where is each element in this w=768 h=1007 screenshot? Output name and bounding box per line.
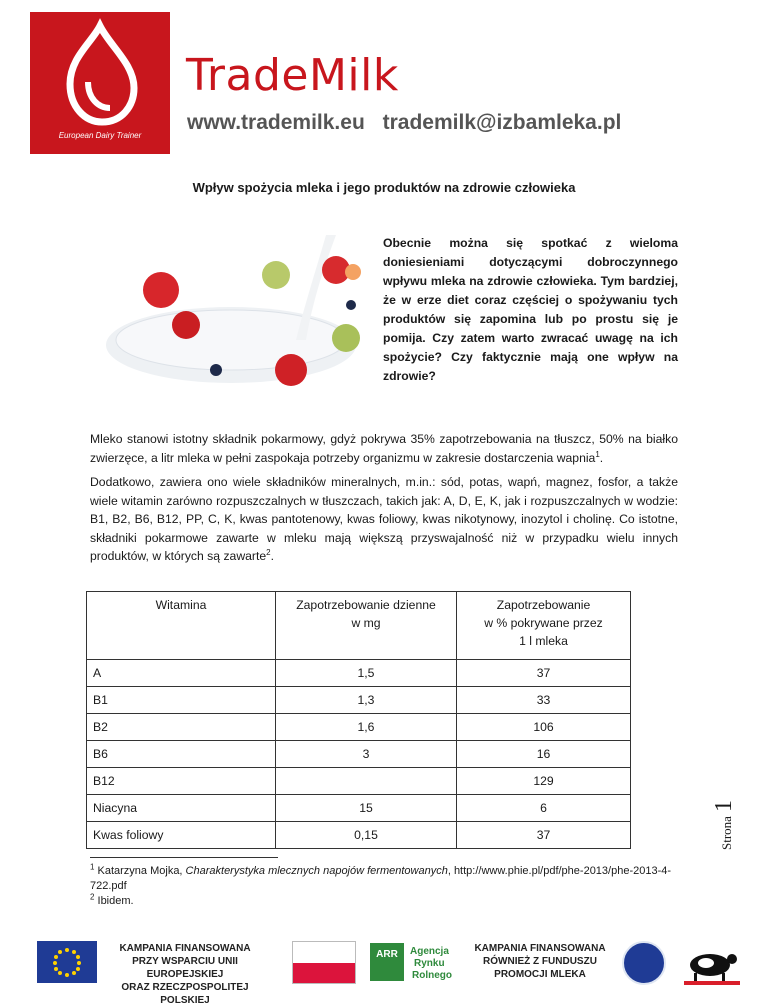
trademilk-logo <box>30 12 170 154</box>
vitamin-table <box>86 591 631 849</box>
cell-percent: 37 <box>457 660 631 687</box>
arr-abbr: ARR <box>376 949 398 960</box>
cell-vitamin: B1 <box>87 687 276 714</box>
cell-daily-mg: 0,15 <box>276 822 457 849</box>
cell-percent: 16 <box>457 741 631 768</box>
header-percent-covered: Zapotrzebowanie w % pokrywane przez 1 l mleka <box>457 592 631 660</box>
arr-logo <box>370 941 460 983</box>
grape-icon <box>262 261 290 289</box>
strawberry-icon <box>172 311 200 339</box>
paragraph-2: Dodatkowo, zawiera ono wiele składników mineralnych, m.in.: sód, potas, wapń, magnez, fosfor, a także wiele witamin zarówno rozpuszczalnych w tłuszczach, takich jak: A, D, E, K, jak i rozpuszczalnych w wodzie: B1, B2, B6, B12, PP, C, K, kwas pantotenowy, kwas foliowy, kwas nikotynowy, inozytol i cholinę. Co istotne, składniki pokarmowe zawarte w mleku mają większą przyswajalność niż w przypadku wielu innych produktów, w których są zawarte$^2$. <box>90 475 678 564</box>
table-header-row <box>87 592 631 660</box>
brand-contacts <box>187 111 621 135</box>
table-row <box>87 714 631 741</box>
cell-vitamin: B6 <box>87 741 276 768</box>
cell-daily-mg <box>276 768 457 795</box>
brand-name: TradeMilk <box>186 50 399 101</box>
blueberry-icon <box>210 364 222 376</box>
table-row <box>87 660 631 687</box>
peach-icon <box>345 264 361 280</box>
table-row <box>87 741 631 768</box>
grape-icon <box>332 324 360 352</box>
cell-percent: 6 <box>457 795 631 822</box>
arr-name-1: Agencja <box>410 946 449 957</box>
cell-vitamin: Kwas foliowy <box>87 822 276 849</box>
cell-vitamin: B12 <box>87 768 276 795</box>
cell-percent: 37 <box>457 822 631 849</box>
footnote-1: $^1$ Katarzyna Mojka, Charakterystyka mlecznych napojów fermentowanych, http://www.phie.pl/pdf/phe-2013/phe-2013-4-722.pdf <box>90 862 672 892</box>
email-link[interactable]: trademilk@izbamleka.pl <box>382 111 622 134</box>
page-number: Strona1 <box>711 800 737 850</box>
header-vitamin: Witamina <box>87 592 276 660</box>
table-row <box>87 822 631 849</box>
table-row <box>87 687 631 714</box>
cow-logo-icon <box>684 941 740 985</box>
cell-percent: 33 <box>457 687 631 714</box>
footnote-ref-2[interactable]: 2 <box>266 548 271 558</box>
eu-funding-text: KAMPANIA FINANSOWANA PRZY WSPARCIU UNII EUROPEJSKIEJ ORAZ RZECZPOSPOLITEJ POLSKIEJ <box>119 943 251 1006</box>
table-row <box>87 795 631 822</box>
arr-name-3: Rolnego <box>412 970 452 981</box>
cell-vitamin: A <box>87 660 276 687</box>
cell-daily-mg: 1,5 <box>276 660 457 687</box>
arr-name-2: Rynku <box>414 958 445 969</box>
strawberry-icon <box>143 272 179 308</box>
footnote-2: $^2$ Ibidem. <box>90 892 134 907</box>
footnote-divider <box>90 857 278 858</box>
website-link[interactable]: www.trademilk.eu <box>187 111 365 134</box>
article-intro: Obecnie można się spotkać z wieloma doniesieniami dotyczącymi dobroczynnego wpływu mleka na zdrowie człowieka. Tym bardziej, że w erze diet coraz częściej o spożywaniu tych produktów się zapomina lub po prostu się je pomija. Czy zatem warto zwracać uwagę na ich spożycie? Czy faktycznie mają one wpływ na zdrowie? <box>383 236 678 383</box>
cell-daily-mg: 1,6 <box>276 714 457 741</box>
article-title: Wpływ spożycia mleka i jego produktów na zdrowie człowieka <box>192 180 576 195</box>
blueberry-icon <box>346 300 356 310</box>
cell-daily-mg: 1,3 <box>276 687 457 714</box>
cell-vitamin: Niacyna <box>87 795 276 822</box>
strawberry-icon <box>275 354 307 386</box>
logo-caption: European Dairy Trainer <box>58 131 142 140</box>
milk-fund-text: KAMPANIA FINANSOWANA RÓWNIEŻ Z FUNDUSZU PROMOCJI MLEKA <box>474 943 606 980</box>
milk-association-badge-icon <box>622 941 666 985</box>
cell-vitamin: B2 <box>87 714 276 741</box>
header-daily-need: Zapotrzebowanie dzienne w mg <box>276 592 457 660</box>
footnote-link[interactable]: , http://www.phie.pl/pdf/phe-2013/phe-2013-4-722.pdf <box>90 865 672 892</box>
eu-flag-icon <box>37 941 97 983</box>
footnote-ref-1[interactable]: 1 <box>595 449 600 459</box>
cell-daily-mg: 15 <box>276 795 457 822</box>
table-row <box>87 768 631 795</box>
paragraph-1: Mleko stanowi istotny składnik pokarmowy, gdyż pokrywa 35% zapotrzebowania na tłuszcz, 50% na białko zwierzęce, a litr mleka w pełni zaspokaja potrzeby organizmu w zakresie dostarczenia wapnia$^1$. <box>90 432 678 465</box>
footnotes <box>90 864 680 909</box>
poland-flag-icon <box>292 941 356 984</box>
milk-fruit-photo <box>91 230 366 390</box>
cell-percent: 129 <box>457 768 631 795</box>
cell-percent: 106 <box>457 714 631 741</box>
cell-daily-mg: 3 <box>276 741 457 768</box>
